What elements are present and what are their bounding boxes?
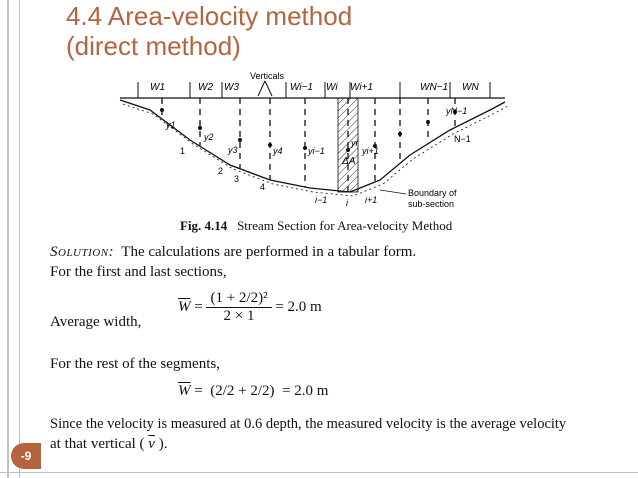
- width-label-wn-1: WN−1: [420, 82, 449, 93]
- depth-label-yi+1: yi+1: [362, 146, 379, 156]
- frame-line-bottom: [0, 472, 638, 473]
- slide-title: [66, 1, 352, 61]
- bottom-label-i+1: i+1: [365, 195, 378, 205]
- width-label-wi-1: Wi−1: [290, 82, 313, 93]
- depth-label-y3: y3: [228, 145, 238, 155]
- depth-label-yi: yi: [351, 138, 358, 148]
- width-label-w2: W2: [198, 82, 213, 93]
- equation-second-expression: (2/2 + 2/2): [210, 383, 275, 399]
- depth-label-y1: y1: [166, 120, 176, 130]
- depth-label-y2: y2: [204, 132, 214, 142]
- verticals-label: Verticals: [250, 71, 285, 81]
- solution-label: Solution:: [50, 244, 115, 260]
- page-number-badge: -9: [11, 443, 41, 469]
- title-line-1: 4.4 Area-velocity method: [66, 1, 353, 31]
- point-label-n-1: N−1: [454, 134, 471, 144]
- width-label-w3: W3: [224, 82, 239, 93]
- equation-second: $\overline{W} = (2/2 + 2/2) = 2.0$ m: [178, 383, 329, 399]
- stream-section-figure: [110, 70, 510, 220]
- solution-line-3: For the rest of the segments,: [50, 356, 220, 372]
- width-label-wi: Wi: [326, 82, 338, 93]
- equation-first-numerator: (1 + 2/2)²: [210, 290, 268, 306]
- point-label-2: 2: [218, 166, 224, 176]
- point-label-4: 4: [260, 182, 266, 192]
- result-1: = 2.0 m: [275, 299, 322, 315]
- point-label-3: 3: [234, 174, 240, 184]
- depth-label-y4: y4: [273, 146, 283, 156]
- caption-text: Stream Section for Area-velocity Method: [237, 218, 453, 233]
- delta-a-label: ΔA: [342, 156, 356, 167]
- solution-line-4: Since the velocity is measured at 0.6 depth, the measured velocity is the average velocity: [50, 416, 567, 432]
- wbar-symbol-2: $\overline{W}$: [178, 383, 191, 399]
- frame-line-inner: [19, 0, 20, 478]
- solution-line-2: For the first and last sections,: [50, 264, 227, 280]
- solution-line-1: [50, 244, 416, 261]
- width-label-w1: W1: [150, 82, 165, 93]
- depth-label-yn-1: yN−1: [446, 106, 468, 116]
- boundary-label-1: Boundary of: [408, 188, 457, 198]
- equation-first-denominator: 2 × 1: [223, 308, 255, 324]
- figure-caption: [180, 218, 452, 234]
- solution-text-1: The calculations are performed in a tabular form.: [121, 244, 417, 260]
- bottom-label-i-1: i−1: [315, 195, 328, 205]
- avg-width-label: Average width,: [50, 314, 142, 330]
- width-label-wi+1: Wi+1: [350, 82, 373, 93]
- equation-first-fraction: [206, 290, 271, 325]
- point-label-1: 1: [180, 146, 186, 156]
- boundary-label-2: sub-section: [408, 199, 455, 209]
- depth-label-yi-1: yi−1: [308, 146, 325, 156]
- vbar-symbol: $\overline{v}$: [148, 436, 155, 452]
- bottom-label-i: i: [346, 198, 348, 208]
- frame-line-outer: [7, 0, 9, 478]
- result-2: = 2.0 m: [282, 383, 329, 399]
- wbar-symbol-1: $\overline{W}$: [178, 299, 191, 315]
- title-line-2: (direct method): [66, 31, 241, 61]
- equation-first: $\overline{W}$ = $\frac{\text{(1 + 2/2)²}}{2 \times 1}$ = 2.0 m: [178, 290, 322, 324]
- width-label-wn: WN: [462, 82, 479, 93]
- caption-fig-number: Fig. 4.14: [180, 218, 228, 233]
- solution-line-5: at that vertical ( $\overline{v}$ ).: [50, 436, 168, 452]
